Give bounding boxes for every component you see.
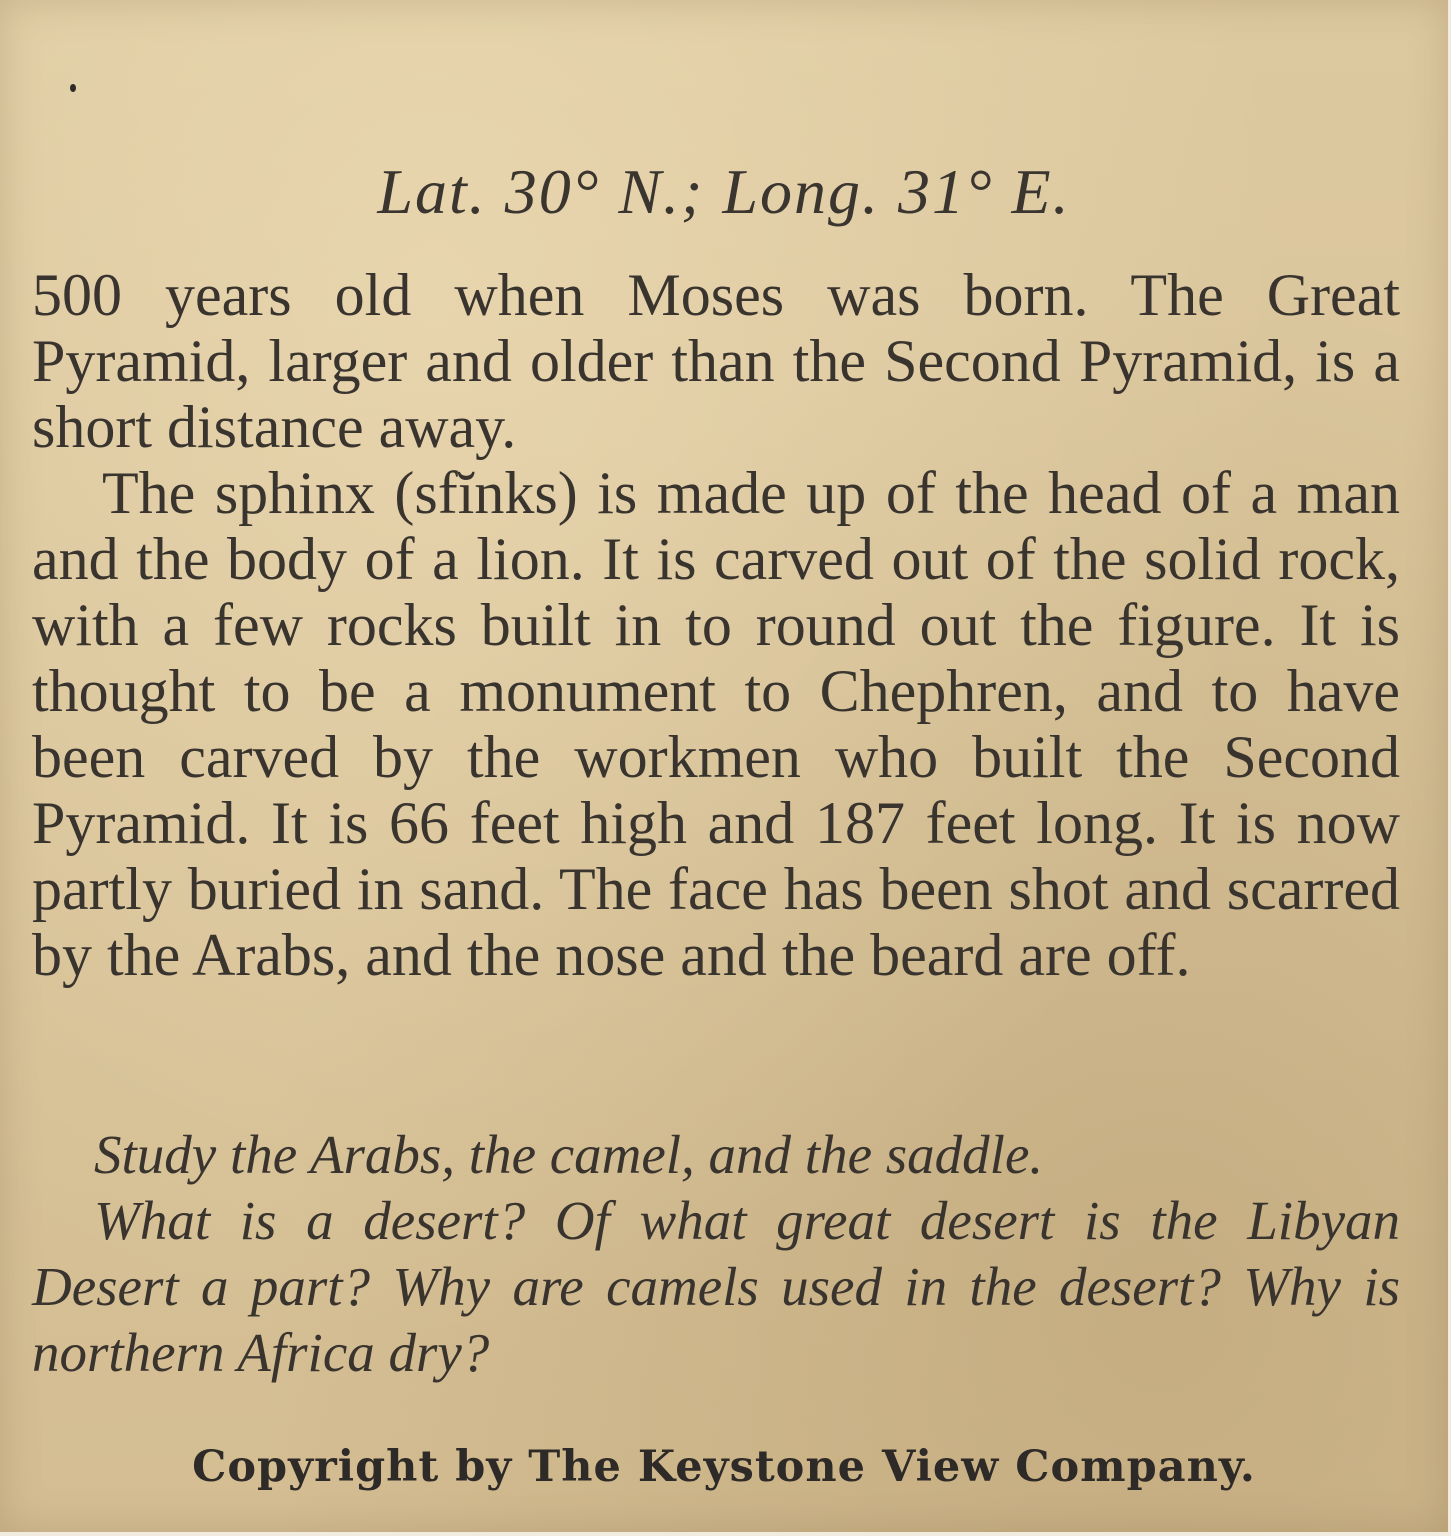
- study-questions: [32, 1122, 1400, 1386]
- question-study: Study the Arabs, the camel, and the saddle.: [94, 1124, 1044, 1185]
- paragraph-continuation: 500 years old when Moses was born. The Great Pyramid, larger and older than the Second Pyramid, is a short distance away.: [32, 262, 1400, 460]
- paragraph-sphinx: The sphinx (sfĭnks) is made up of the head of a man and the body of a lion. It is carved out of the solid rock, with a few rocks built in to round out the figure. It is thought to be a monument to Chephren, and to have been carved by the workmen who built the Second Pyramid. It is 66 feet high and 187 feet long. It is now partly buried in sand. The face has been shot and scarred by the Arabs, and the nose and the beard are off.: [32, 460, 1400, 988]
- question-desert: What is a desert? Of what great desert is the Libyan Desert a part? Why are camels used in the desert? Why is northern Africa dry?: [32, 1190, 1400, 1383]
- description-text: [32, 262, 1400, 988]
- ink-speck: [70, 84, 76, 92]
- coordinates-heading: Lat. 30° N.; Long. 31° E.: [377, 156, 1071, 227]
- copyright-line: Copyright by The Keystone View Company.: [192, 1442, 1256, 1492]
